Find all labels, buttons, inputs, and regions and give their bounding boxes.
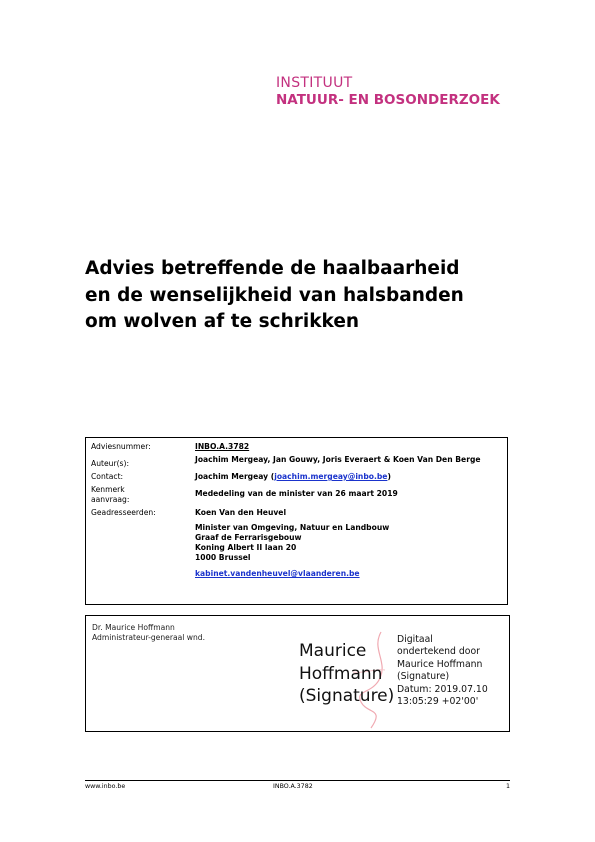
contact-close: ) xyxy=(387,472,391,481)
signatory-name: Dr. Maurice Hoffmann xyxy=(92,623,175,632)
addressee-name: Koen Van den Heuvel xyxy=(195,508,287,517)
signatory-role: Administrateur-generaal wnd. xyxy=(92,632,206,642)
signature-name-line-3: (Signature) xyxy=(299,686,395,706)
signature-box xyxy=(85,615,510,732)
kenmerk-label-line-1: Kenmerk xyxy=(91,485,125,494)
signature-name xyxy=(299,640,394,708)
footer-reference: INBO.A.3782 xyxy=(273,783,313,790)
title-line-1: Advies betreffende de haalbaarheid xyxy=(85,258,460,279)
signatory-block xyxy=(92,623,205,642)
title-line-2: en de wenselijkheid van halsbanden xyxy=(85,284,464,306)
footer-page-number: 1 xyxy=(506,783,511,790)
authors-value: Joachim Mergeay, Jan Gouwy, Joris Everaert & Koen Van Den Berge xyxy=(195,455,481,464)
logo-line-2: NATUUR- EN BOSONDERZOEK xyxy=(276,92,500,108)
info-row-kenmerk xyxy=(91,485,502,505)
address-line-4: 1000 Brussel xyxy=(195,553,251,562)
address-line-1: Minister van Omgeving, Natuur en Landbouw xyxy=(195,523,390,532)
stamp-line-4: (Signature) xyxy=(397,671,450,683)
contact-name: Joachim Mergeay ( xyxy=(195,472,275,481)
digital-signature-stamp xyxy=(397,634,488,708)
signature-name-line-1: Maurice xyxy=(299,641,367,661)
document-title xyxy=(85,256,525,336)
addressee-email-link[interactable]: kabinet.vandenheuvel@vlaanderen.be xyxy=(195,569,360,578)
info-row-authors xyxy=(91,455,502,469)
contact-label: Contact: xyxy=(91,472,124,481)
contact-value xyxy=(195,472,502,482)
addressees-value xyxy=(195,508,502,579)
address-line-3: Koning Albert II laan 20 xyxy=(195,543,297,552)
stamp-line-5: Datum: 2019.07.10 xyxy=(397,683,488,695)
kenmerk-value: Mededeling van de minister van 26 maart 2019 xyxy=(195,489,398,498)
inbo-logo xyxy=(276,75,500,109)
info-row-number xyxy=(91,442,502,452)
footer-divider xyxy=(85,780,510,781)
contact-email-link[interactable]: joachim.mergeay@inbo.be xyxy=(274,472,388,481)
signature-name-line-2: Hoffmann xyxy=(299,663,383,684)
info-row-contact xyxy=(91,472,502,482)
authors-label: Auteur(s): xyxy=(91,459,130,468)
number-value: INBO.A.3782 xyxy=(195,442,250,451)
advice-info-box xyxy=(85,437,508,605)
kenmerk-label-line-2: aanvraag: xyxy=(91,495,130,504)
title-line-3: om wolven af te schrikken xyxy=(85,311,360,332)
info-row-addressees xyxy=(91,508,502,579)
stamp-line-6: 13:05:29 +02'00' xyxy=(397,696,479,708)
stamp-line-2: ondertekend door xyxy=(397,646,481,658)
addressees-label: Geadresseerden: xyxy=(91,508,156,517)
logo-line-1: INSTITUUT xyxy=(276,75,353,91)
number-label: Adviesnummer: xyxy=(91,442,151,451)
footer-website: www.inbo.be xyxy=(85,783,126,790)
kenmerk-label xyxy=(91,485,195,505)
stamp-line-3: Maurice Hoffmann xyxy=(397,658,483,670)
address-line-2: Graaf de Ferrarisgebouw xyxy=(195,533,302,542)
stamp-line-1: Digitaal xyxy=(397,634,433,645)
